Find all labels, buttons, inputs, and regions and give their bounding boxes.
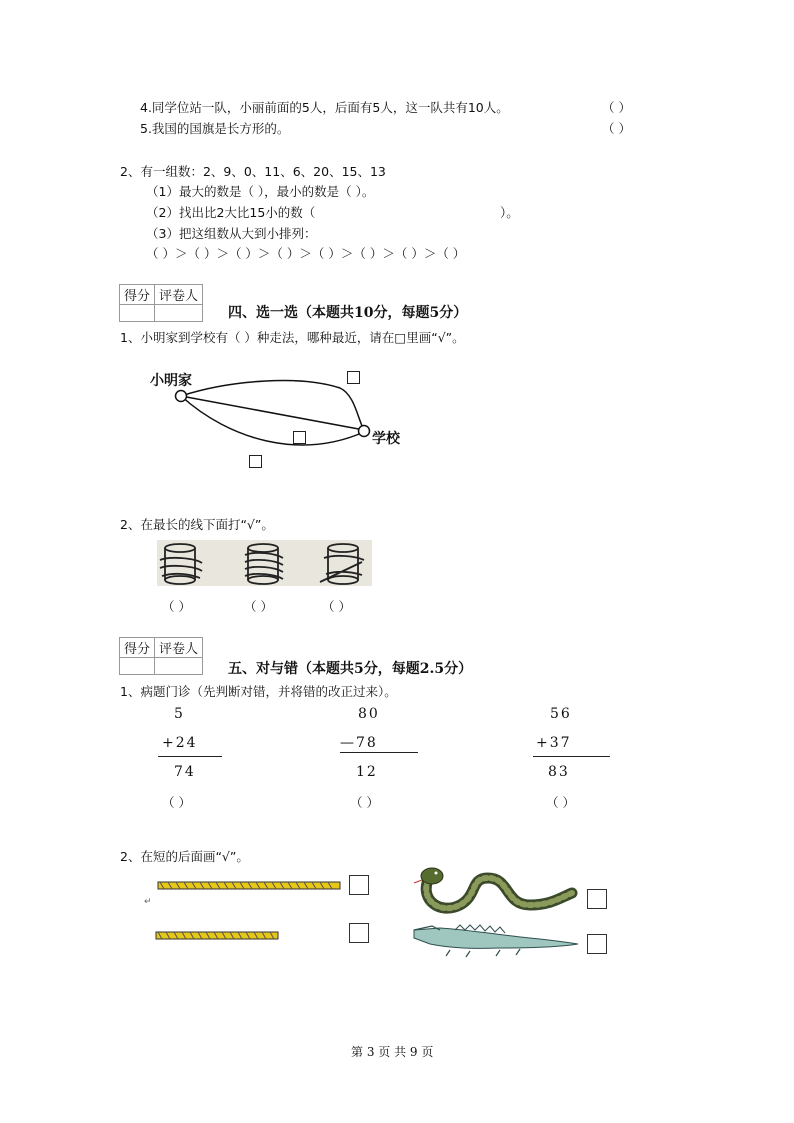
score-label: 得分 bbox=[120, 285, 155, 305]
grader-cell[interactable] bbox=[155, 658, 203, 675]
q2-sub2-end: ）。 bbox=[500, 205, 519, 220]
problem-2-paren[interactable]: （ ） bbox=[350, 795, 379, 810]
grader-label: 评卷人 bbox=[155, 638, 203, 658]
judge-answer-paren-5[interactable]: （ ） bbox=[602, 121, 631, 136]
score-cell[interactable] bbox=[120, 305, 155, 322]
problem-3-line bbox=[533, 756, 610, 757]
snake-image bbox=[414, 868, 572, 908]
grader-label: 评卷人 bbox=[155, 285, 203, 305]
section4-title: 四、选一选（本题共10分，每题5分） bbox=[228, 305, 468, 321]
long-rope bbox=[158, 882, 340, 889]
problem-3-paren[interactable]: （ ） bbox=[546, 795, 575, 810]
crocodile-checkbox[interactable] bbox=[587, 934, 607, 954]
problem-3-top: 56 bbox=[550, 706, 572, 722]
route-lower bbox=[181, 396, 364, 445]
route-upper bbox=[181, 381, 364, 430]
section5-q2: 2、在短的后面画“√”。 bbox=[120, 849, 249, 864]
judge-item-4: 4.同学位站一队，小丽前面的5人，后面有5人，这一队共有10人。 bbox=[140, 100, 509, 115]
problem-2-result: 12 bbox=[356, 764, 378, 780]
problem-1-top: 5 bbox=[174, 706, 185, 722]
section5-q1: 1、病题门诊（先判断对错，并将错的改正过来）。 bbox=[120, 684, 397, 699]
judge-item-5: 5.我国的国旗是长方形的。 bbox=[140, 121, 290, 136]
home-point bbox=[176, 391, 187, 402]
score-box-section5 bbox=[119, 637, 203, 675]
school-label: 学校 bbox=[372, 431, 400, 447]
short-rope-checkbox[interactable] bbox=[349, 923, 369, 943]
home-label: 小明家 bbox=[150, 373, 192, 389]
grader-cell[interactable] bbox=[155, 305, 203, 322]
q2-order-row[interactable]: （ ）＞（ ）＞（ ）＞（ ）＞（ ）＞（ ）＞（ ）＞（ ） bbox=[146, 246, 466, 261]
school-point bbox=[359, 426, 370, 437]
problem-1-line bbox=[158, 756, 222, 757]
route-upper-checkbox[interactable] bbox=[347, 371, 360, 384]
coil-image-strip bbox=[157, 540, 372, 586]
problem-2-top: 80 bbox=[358, 706, 380, 722]
judge-answer-paren-4[interactable]: （ ） bbox=[602, 100, 631, 115]
section5-title: 五、对与错（本题共5分，每题2.5分） bbox=[228, 661, 473, 677]
long-rope-checkbox[interactable] bbox=[349, 875, 369, 895]
problem-1-result: 74 bbox=[174, 764, 196, 780]
snake-checkbox[interactable] bbox=[587, 889, 607, 909]
coil-answer-paren-3[interactable]: （ ） bbox=[322, 599, 351, 614]
route-lower-checkbox[interactable] bbox=[249, 455, 262, 468]
score-label: 得分 bbox=[120, 638, 155, 658]
problem-2-operand: —78 bbox=[340, 735, 378, 751]
crocodile-image bbox=[414, 925, 578, 957]
score-cell[interactable] bbox=[120, 658, 155, 675]
q2-sub1: （1）最大的数是（ ），最小的数是（ ）。 bbox=[146, 184, 375, 199]
q2-sub3: （3）把这组数从大到小排列： bbox=[146, 226, 317, 241]
coil-answer-paren-1[interactable]: （ ） bbox=[162, 599, 191, 614]
short-rope bbox=[156, 932, 278, 939]
q2-sub2-start: （2）找出比2大比15小的数（ bbox=[146, 205, 316, 220]
problem-1-operand: +24 bbox=[162, 735, 198, 751]
route-straight-checkbox[interactable] bbox=[293, 431, 306, 444]
page-footer: 第 3 页 共 9 页 bbox=[351, 1045, 434, 1059]
coil-answer-paren-2[interactable]: （ ） bbox=[244, 599, 273, 614]
problem-1-paren[interactable]: （ ） bbox=[162, 795, 191, 810]
problem-3-result: 83 bbox=[548, 764, 570, 780]
section4-q2: 2、在最长的线下面打“√”。 bbox=[120, 517, 274, 532]
paragraph-mark-icon: ↵ bbox=[144, 897, 152, 907]
problem-3-operand: +37 bbox=[536, 735, 572, 751]
score-box-section4 bbox=[119, 284, 203, 322]
section4-q1: 1、小明家到学校有（ ）种走法，哪种最近，请在□里画“√”。 bbox=[120, 330, 465, 345]
problem-2-line bbox=[340, 752, 418, 753]
route-straight bbox=[181, 396, 364, 430]
q2-title: 2、有一组数：2、9、0、11、6、20、15、13 bbox=[120, 164, 386, 179]
